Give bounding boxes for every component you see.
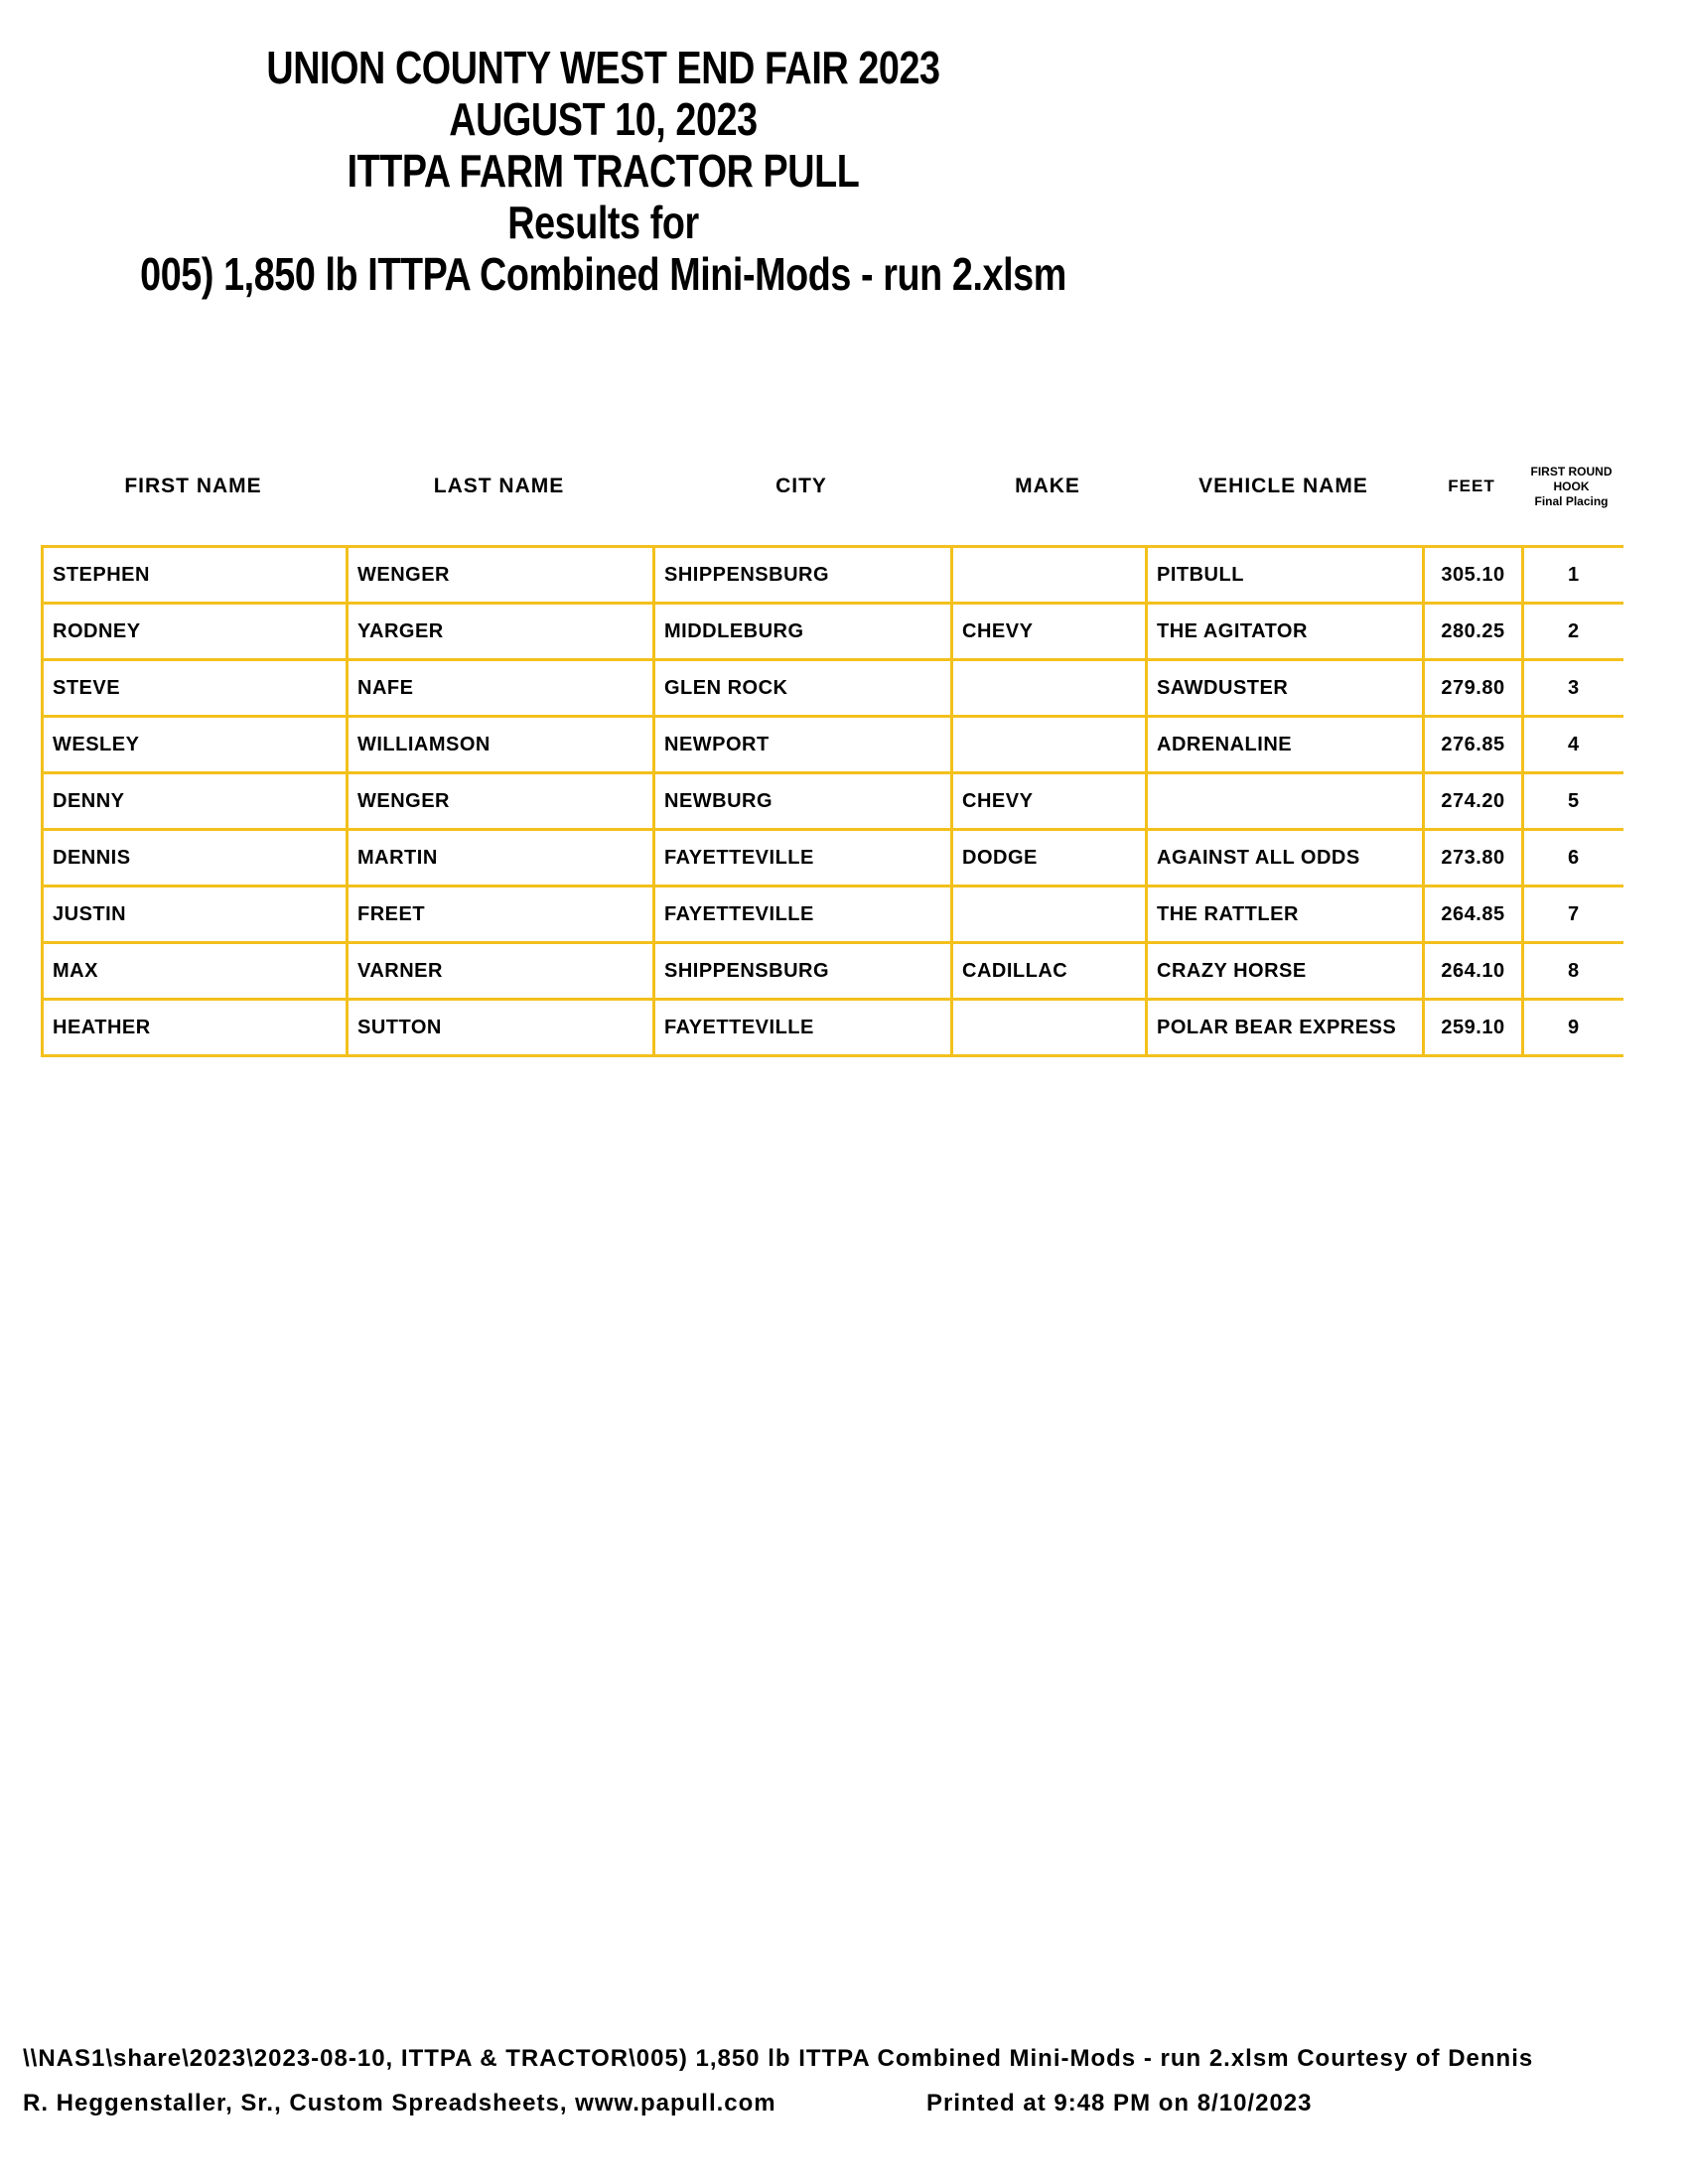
- cell-placing: 6: [1523, 830, 1623, 887]
- cell-feet: 274.20: [1424, 773, 1523, 830]
- cell-city: SHIPPENSBURG: [654, 547, 952, 604]
- cell-vehicle-name: AGAINST ALL ODDS: [1147, 830, 1424, 887]
- cell-last-name: WILLIAMSON: [348, 717, 654, 773]
- cell-feet: 259.10: [1424, 1000, 1523, 1056]
- cell-last-name: YARGER: [348, 604, 654, 660]
- table-row: [43, 773, 1623, 830]
- cell-feet: 279.80: [1424, 660, 1523, 717]
- table-row: [43, 547, 1623, 604]
- footer-printed-timestamp: Printed at 9:48 PM on 8/10/2023: [926, 2090, 1313, 2116]
- results-table: [41, 545, 1623, 1057]
- cell-make: [952, 717, 1147, 773]
- column-header-first-name: FIRST NAME: [124, 475, 262, 497]
- cell-vehicle-name: SAWDUSTER: [1147, 660, 1424, 717]
- footer-credit-line: [23, 2081, 1676, 2125]
- column-header-hook-line2: HOOK: [1553, 478, 1590, 493]
- cell-vehicle-name: THE AGITATOR: [1147, 604, 1424, 660]
- cell-last-name: VARNER: [348, 943, 654, 1000]
- title-block: [0, 42, 1206, 300]
- column-header-final-placing: [1521, 465, 1621, 509]
- cell-first-name: WESLEY: [43, 717, 348, 773]
- column-header-vehicle-name: VEHICLE NAME: [1198, 475, 1368, 497]
- cell-city: MIDDLEBURG: [654, 604, 952, 660]
- cell-city: FAYETTEVILLE: [654, 887, 952, 943]
- cell-vehicle-name: PITBULL: [1147, 547, 1424, 604]
- cell-last-name: FREET: [348, 887, 654, 943]
- cell-vehicle-name: CRAZY HORSE: [1147, 943, 1424, 1000]
- event-date: AUGUST 10, 2023: [449, 93, 758, 145]
- cell-first-name: HEATHER: [43, 1000, 348, 1056]
- footer-file-path-line: \\NAS1\share\2023\2023-08-10, ITTPA & TRACTOR\005) 1,850 lb ITTPA Combined Mini-Mods - run 2.xlsm Courtesy of Dennis: [23, 2045, 1534, 2072]
- cell-make: CHEVY: [952, 604, 1147, 660]
- cell-vehicle-name: ADRENALINE: [1147, 717, 1424, 773]
- column-header-city: CITY: [775, 475, 827, 497]
- cell-first-name: JUSTIN: [43, 887, 348, 943]
- cell-city: SHIPPENSBURG: [654, 943, 952, 1000]
- cell-feet: 264.10: [1424, 943, 1523, 1000]
- column-header-feet: FEET: [1448, 477, 1495, 495]
- results-label: Results for: [507, 197, 699, 248]
- cell-vehicle-name: THE RATTLER: [1147, 887, 1424, 943]
- cell-feet: 264.85: [1424, 887, 1523, 943]
- table-row: [43, 660, 1623, 717]
- column-header-hook-line1: FIRST ROUND: [1530, 464, 1613, 478]
- cell-city: NEWPORT: [654, 717, 952, 773]
- cell-city: FAYETTEVILLE: [654, 1000, 952, 1056]
- class-file-title: 005) 1,850 lb ITTPA Combined Mini-Mods - run 2.xlsm: [140, 248, 1066, 300]
- cell-placing: 7: [1523, 887, 1623, 943]
- cell-placing: 4: [1523, 717, 1623, 773]
- footer-credit-text: R. Heggenstaller, Sr., Custom Spreadsheets, www.papull.com: [23, 2090, 776, 2116]
- event-subtitle: ITTPA FARM TRACTOR PULL: [347, 145, 860, 197]
- event-title: UNION COUNTY WEST END FAIR 2023: [266, 42, 940, 93]
- cell-first-name: STEPHEN: [43, 547, 348, 604]
- cell-make: CADILLAC: [952, 943, 1147, 1000]
- cell-feet: 305.10: [1424, 547, 1523, 604]
- cell-make: [952, 887, 1147, 943]
- table-row: [43, 717, 1623, 773]
- cell-last-name: WENGER: [348, 547, 654, 604]
- cell-make: [952, 660, 1147, 717]
- cell-make: DODGE: [952, 830, 1147, 887]
- cell-feet: 276.85: [1424, 717, 1523, 773]
- table-row: [43, 604, 1623, 660]
- column-header-row: [41, 449, 1621, 524]
- table-row: [43, 887, 1623, 943]
- cell-make: [952, 1000, 1147, 1056]
- cell-placing: 5: [1523, 773, 1623, 830]
- column-header-make: MAKE: [1015, 475, 1080, 497]
- cell-placing: 1: [1523, 547, 1623, 604]
- cell-make: [952, 547, 1147, 604]
- results-table-body: [43, 547, 1623, 1056]
- cell-first-name: RODNEY: [43, 604, 348, 660]
- table-row: [43, 830, 1623, 887]
- cell-city: FAYETTEVILLE: [654, 830, 952, 887]
- cell-make: CHEVY: [952, 773, 1147, 830]
- cell-first-name: STEVE: [43, 660, 348, 717]
- table-row: [43, 1000, 1623, 1056]
- column-header-hook-line3: Final Placing: [1534, 493, 1609, 508]
- cell-city: GLEN ROCK: [654, 660, 952, 717]
- cell-last-name: NAFE: [348, 660, 654, 717]
- cell-first-name: MAX: [43, 943, 348, 1000]
- cell-last-name: SUTTON: [348, 1000, 654, 1056]
- column-header-last-name: LAST NAME: [433, 475, 565, 497]
- cell-vehicle-name: [1147, 773, 1424, 830]
- cell-first-name: DENNY: [43, 773, 348, 830]
- cell-city: NEWBURG: [654, 773, 952, 830]
- cell-placing: 9: [1523, 1000, 1623, 1056]
- cell-last-name: MARTIN: [348, 830, 654, 887]
- cell-placing: 2: [1523, 604, 1623, 660]
- cell-feet: 273.80: [1424, 830, 1523, 887]
- cell-last-name: WENGER: [348, 773, 654, 830]
- cell-placing: 8: [1523, 943, 1623, 1000]
- footer: [23, 2036, 1676, 2125]
- cell-first-name: DENNIS: [43, 830, 348, 887]
- cell-feet: 280.25: [1424, 604, 1523, 660]
- table-row: [43, 943, 1623, 1000]
- cell-placing: 3: [1523, 660, 1623, 717]
- cell-vehicle-name: POLAR BEAR EXPRESS: [1147, 1000, 1424, 1056]
